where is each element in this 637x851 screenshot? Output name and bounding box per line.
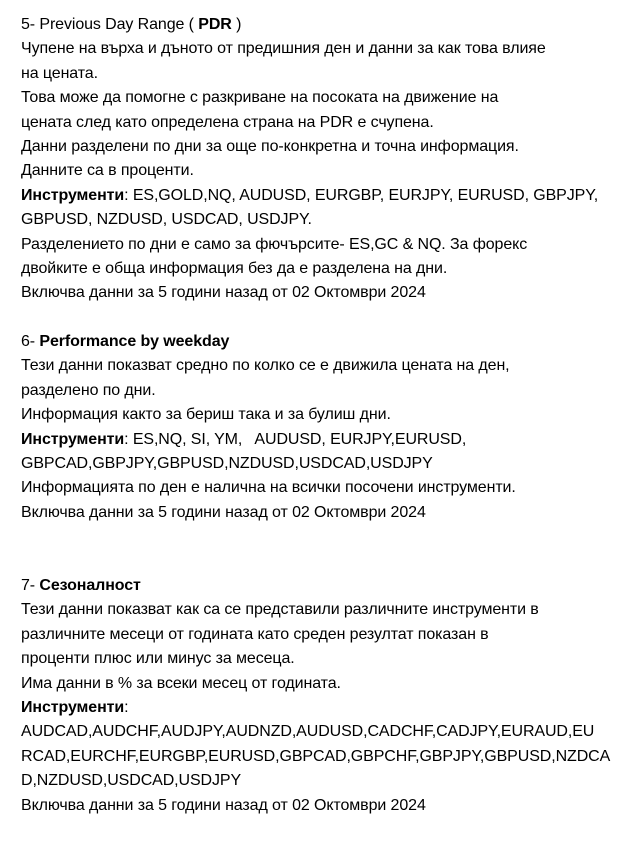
paragraph-line: на цената. xyxy=(21,64,98,82)
section-5-heading xyxy=(21,13,621,37)
paragraph-line: Тези данни показват средно по колко се е движила цената на ден, xyxy=(21,357,510,375)
section-title-bold: PDR xyxy=(198,16,232,33)
instruments-list: GBPUSD, NZDUSD, USDCAD, USDJPY. xyxy=(21,211,312,229)
instruments-label: Инструменти xyxy=(21,186,125,204)
paragraph-line: Данни разделени по дни за още по-конкретна и точна информация. xyxy=(21,137,519,155)
instruments-line xyxy=(21,184,621,208)
paragraph-line: проценти плюс или минус за месеца. xyxy=(21,650,295,668)
instruments-list: GBPCAD,GBPJPY,GBPUSD,NZDUSD,USDCAD,USDJPY xyxy=(21,455,433,473)
paragraph-line: двойките е обща информация без да е разделена на дни. xyxy=(21,259,448,277)
paragraph-line: Има данни в % за всеки месец от годината. xyxy=(21,674,341,692)
spacer xyxy=(21,306,621,330)
date-note: Включва данни за 5 години назад от 02 Октомври 2024 xyxy=(21,796,426,814)
instruments-label: Инструменти xyxy=(21,698,125,716)
paragraph-line: разделено по дни. xyxy=(21,381,156,399)
paragraph-line: цената след като определена страна на PDR е счупена. xyxy=(21,113,434,131)
section-7-heading xyxy=(21,574,621,598)
instruments-list: : ES,NQ, SI, YM, AUDUSD, EURJPY,EURUSD, xyxy=(124,430,467,448)
paragraph-line: Тези данни показват как са се представили различните инструменти в xyxy=(21,601,539,619)
paragraph-line: Информация както за бериш така и за булиш дни. xyxy=(21,406,391,424)
section-title-bold: Сезоналност xyxy=(39,577,141,594)
instruments-list: : ES,GOLD,NQ, AUDUSD, EURGBP, EURJPY, EURUSD, GBPJPY, xyxy=(124,186,599,204)
instruments-list: D,NZDUSD,USDCAD,USDJPY xyxy=(21,772,242,790)
paragraph-line: различните месеци от годината като среден резултат показан в xyxy=(21,625,489,643)
section-title-text: ) xyxy=(231,16,242,33)
instruments-list: RCAD,EURCHF,EURGBP,EURUSD,GBPCAD,GBPCHF,GBPJPY,GBPUSD,NZDCA xyxy=(21,747,611,765)
section-title-bold: Performance by weekday xyxy=(39,333,230,351)
instruments-line xyxy=(21,428,621,452)
section-6-heading xyxy=(21,330,621,354)
document-body xyxy=(21,13,621,818)
section-number: 5- xyxy=(21,16,36,33)
paragraph-line: Разделението по дни е само за фючърсите- ES,GC & NQ. За форекс xyxy=(21,235,528,253)
paragraph-line: Данните са в проценти. xyxy=(21,162,194,180)
paragraph-line: Това може да помогне с разкриване на посоката на движение на xyxy=(21,89,499,107)
paragraph-line: Информацията по ден е налична на всички посочени инструменти. xyxy=(21,479,516,497)
instruments-list: AUDCAD,AUDCHF,AUDJPY,AUDNZD,AUDUSD,CADCHF,CADJPY,EURAUD,EU xyxy=(21,723,595,741)
date-note: Включва данни за 5 години назад от 02 Октомври 2024 xyxy=(21,503,426,521)
section-number: 6- xyxy=(21,333,36,351)
paragraph-line: Чупене на върха и дъното от предишния ден и данни за как това влияе xyxy=(21,40,546,58)
instruments-label: Инструменти xyxy=(21,430,125,448)
section-title-text: Previous Day Range ( xyxy=(35,16,199,33)
spacer xyxy=(21,525,621,574)
instruments-line xyxy=(21,696,621,720)
date-note: Включва данни за 5 години назад от 02 Октомври 2024 xyxy=(21,284,426,302)
instruments-colon: : xyxy=(124,698,129,716)
section-number: 7- xyxy=(21,577,36,594)
